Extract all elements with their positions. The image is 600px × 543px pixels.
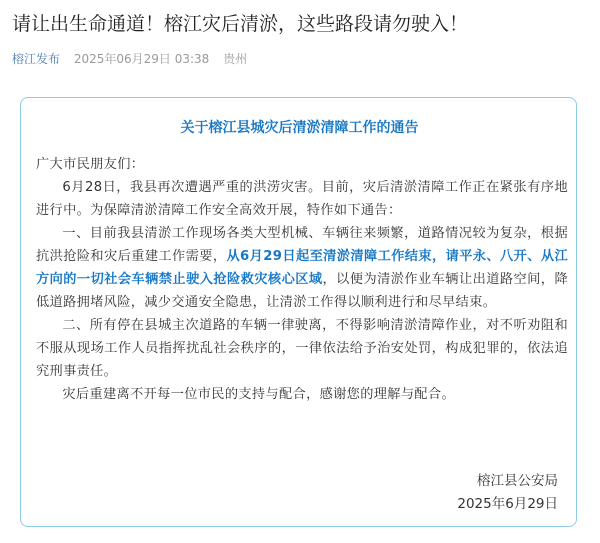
article-meta — [12, 50, 247, 68]
notice-signature-org: 榕江县公安局 — [477, 473, 558, 489]
article-datetime: 2025年06月29日 03:38 — [73, 52, 210, 66]
notice-body — [36, 153, 568, 406]
notice-title: 关于榕江县城灾后清淤清障工作的通告 — [180, 120, 419, 136]
notice-paragraph-2-lead: 一、目前我县清淤工作现场各类大型机械、车辆往来频繁，道路情况较为复杂，根据抗洪抢险和灾后重建工作需要， — [36, 226, 568, 264]
article-location: 贵州 — [223, 52, 248, 66]
notice-greeting: 广大市民朋友们： — [36, 157, 145, 172]
notice-paragraph-1: 6月28日，我县再次遭遇严重的洪涝灾害。目前，灾后清淤清障工作正在紧张有序地进行中。为保障清淤清障工作安全高效开展，特作如下通告： — [36, 180, 568, 218]
notice-paragraph-3: 二、所有停在县城主次道路的车辆一律驶离，不得影响清淤清障作业，对不听劝阻和不服从现场工作人员指挥扰乱社会秩序的，一律依法给予治安处罚，构成犯罪的，依法追究刑事责任。 — [36, 318, 568, 379]
notice-card — [20, 97, 577, 527]
article-source-link[interactable]: 榕江发布 — [12, 52, 61, 66]
notice-signature-date: 2025年6月29日 — [457, 496, 558, 512]
notice-paragraph-2 — [36, 222, 568, 314]
notice-paragraph-2-tail: ，以便为清淤作业车辆让出道路空间，降低道路拥堵风险，减少交通安全隐患，让清淤工作得以顺利进行和尽早结束。 — [36, 272, 568, 310]
article-headline: 请让出生命通道！榕江灾后清淤，这些路段请勿驶入！ — [12, 13, 469, 35]
notice-traffic-restriction-highlight: 从6月29日起至清淤清障工作结束，请平永、八开、从江方向的一切社会车辆禁止驶入抢险救灾核心区域 — [36, 249, 568, 287]
notice-paragraph-4: 灾后重建离不开每一位市民的支持与配合，感谢您的理解与配合。 — [62, 387, 455, 402]
